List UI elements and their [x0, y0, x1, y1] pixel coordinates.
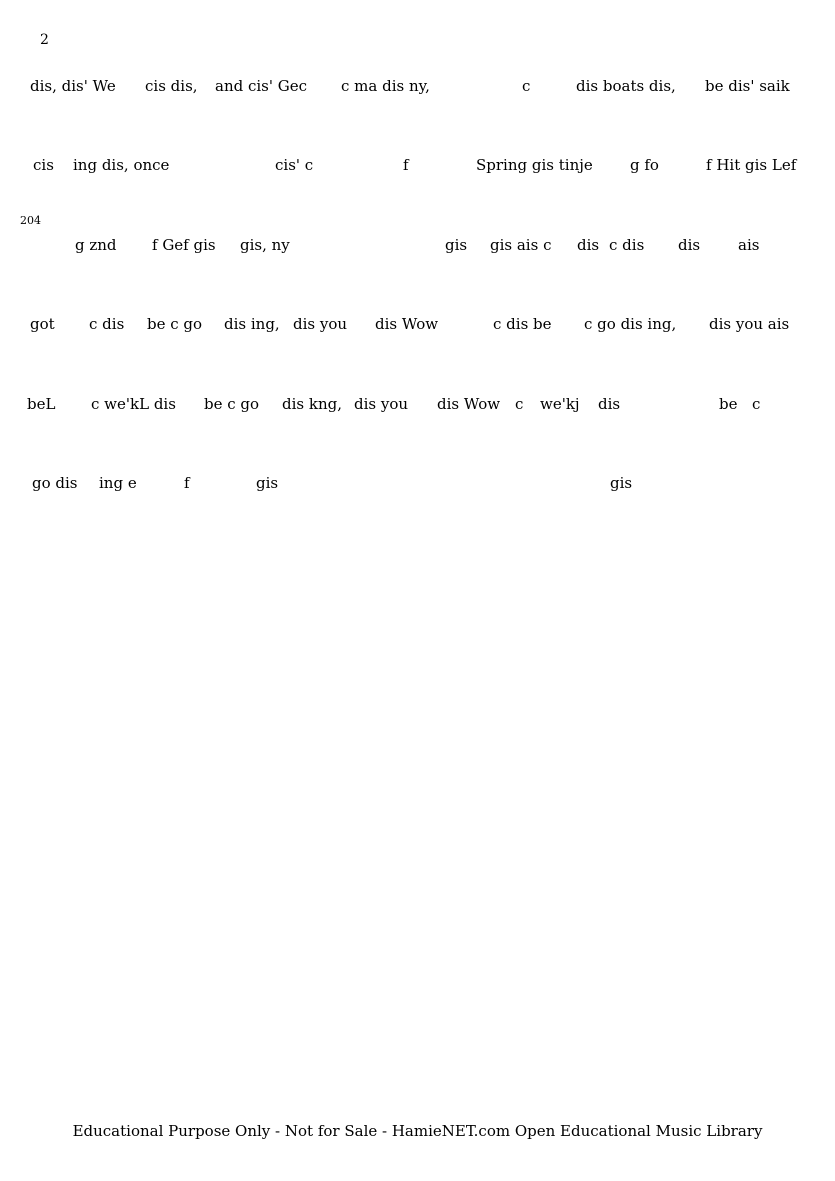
lyric-syllable: gis — [256, 474, 279, 492]
lyric-syllable: c ma dis ny, — [341, 77, 430, 95]
lyric-syllable: gis — [610, 474, 633, 492]
lyric-syllable: gis — [445, 236, 468, 254]
lyric-syllable: ing e — [99, 474, 137, 492]
lyric-line-3 — [0, 235, 835, 257]
lyric-syllable: c — [752, 395, 761, 413]
lyric-syllable: dis — [678, 236, 701, 254]
lyric-syllable: dis boats dis, — [576, 77, 676, 95]
lyric-syllable: g znd — [75, 236, 117, 254]
lyric-syllable: gis, ny — [240, 236, 290, 254]
lyric-syllable: f — [403, 156, 409, 174]
lyric-syllable: c we'kL dis — [91, 395, 176, 413]
lyric-syllable: c — [515, 395, 524, 413]
lyric-line-5 — [0, 394, 835, 416]
measure-number: 204 — [20, 214, 41, 227]
lyric-syllable: dis ing, — [224, 315, 280, 333]
lyric-syllable: g fo — [630, 156, 659, 174]
lyric-syllable: cis dis, — [145, 77, 198, 95]
lyric-syllable: cis' c — [275, 156, 314, 174]
lyric-syllable: dis you ais — [709, 315, 790, 333]
lyric-syllable: f Hit gis Lef — [706, 156, 797, 174]
lyric-syllable: be — [719, 395, 738, 413]
lyric-syllable: c — [522, 77, 531, 95]
lyric-syllable: and cis' Gec — [215, 77, 308, 95]
lyric-syllable: c dis — [609, 236, 645, 254]
lyric-syllable: ais — [738, 236, 760, 254]
lyric-syllable: be c go — [147, 315, 203, 333]
page-number: 2 — [40, 32, 49, 48]
lyric-syllable: c dis be — [493, 315, 552, 333]
footer-disclaimer: Educational Purpose Only - Not for Sale - HamieNET.com Open Educational Music Library — [72, 1122, 763, 1140]
lyric-syllable: be c go — [204, 395, 260, 413]
lyric-syllable: got — [30, 315, 55, 333]
lyric-syllable: go dis — [32, 474, 78, 492]
lyric-syllable: c go dis ing, — [584, 315, 677, 333]
lyric-syllable: dis you — [354, 395, 409, 413]
lyric-line-2 — [0, 155, 835, 177]
lyric-line-6 — [0, 473, 835, 495]
lyric-syllable: we'kj — [540, 395, 580, 413]
lyric-syllable: cis — [33, 156, 54, 174]
lyric-syllable: Spring gis tinje — [476, 156, 593, 174]
lyric-syllable: beL — [27, 395, 56, 413]
lyric-syllable: dis kng, — [282, 395, 342, 413]
lyric-syllable: dis Wow — [437, 395, 501, 413]
lyric-syllable: ing dis, once — [73, 156, 170, 174]
lyric-syllable: f Gef gis — [152, 236, 216, 254]
lyric-line-1 — [0, 76, 835, 98]
lyric-line-4 — [0, 314, 835, 336]
lyric-syllable: dis — [577, 236, 600, 254]
lyric-syllable: dis, dis' We — [30, 77, 116, 95]
lyric-syllable: gis ais c — [490, 236, 552, 254]
lyric-syllable: be dis' saik — [705, 77, 790, 95]
lyric-syllable: c dis — [89, 315, 125, 333]
lyric-syllable: dis — [598, 395, 621, 413]
lyric-syllable: dis you — [293, 315, 348, 333]
lyric-syllable: f — [184, 474, 190, 492]
lyric-syllable: dis Wow — [375, 315, 439, 333]
